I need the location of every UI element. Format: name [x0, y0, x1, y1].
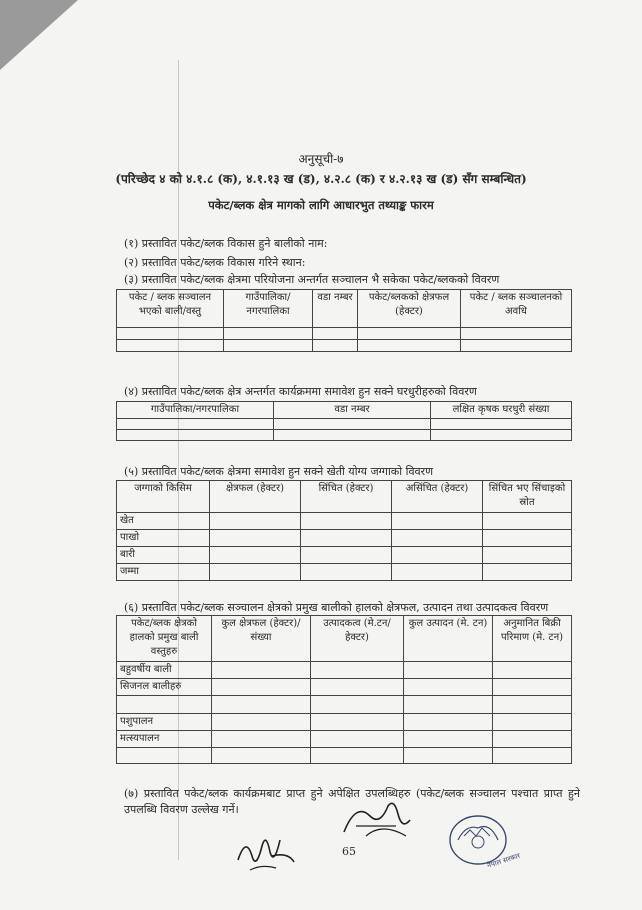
row-label: पशुपालन	[117, 714, 212, 731]
table-row	[117, 340, 572, 352]
row-label: मत्स्यपालन	[117, 731, 212, 748]
row-label: बारी	[117, 547, 210, 564]
table6-header: पकेट/ब्लक क्षेत्रको हालको प्रमुख बाली वस्तुहरु	[117, 616, 212, 662]
table-cultivable-land	[116, 480, 572, 581]
table-row	[117, 530, 572, 547]
row-label: जम्मा	[117, 564, 210, 581]
table4-header: वडा नम्बर	[274, 402, 431, 419]
table-operated-pockets	[116, 289, 572, 352]
row-label	[117, 696, 212, 714]
table-row	[117, 748, 572, 764]
handwritten-signature	[336, 796, 416, 842]
annex-reference: (परिच्छेद ४ को ४.१.८ (क), ४.१.१३ ख (ड), ४.२.८ (क) र ४.२.१३ ख (ड) सँग सम्बन्धित)	[115, 172, 527, 186]
table5-header: सिंचित (हेक्टर)	[301, 481, 392, 513]
table3-header: वडा नम्बर	[313, 290, 358, 328]
table3-header: पकेट / ब्लक सञ्चालन भएको बाली/वस्तु	[117, 290, 224, 328]
table-row	[117, 714, 572, 731]
table4-header: गाउँपालिका/नगरपालिका	[117, 402, 274, 419]
table-row	[117, 513, 572, 530]
question-4: (४) प्रस्तावित पकेट/ब्लक क्षेत्र अन्तर्गत कार्यक्रममा समावेश हुन सक्ने घरधुरीहरुको विवरण	[124, 385, 477, 398]
table6-header: कुल क्षेत्रफल (हेक्टर)/संख्या	[212, 616, 311, 662]
table5-header: असिंचित (हेक्टर)	[392, 481, 483, 513]
page-number: 65	[342, 845, 356, 858]
table5-header: क्षेत्रफल (हेक्टर)	[210, 481, 301, 513]
table-row	[117, 679, 572, 696]
table-row	[117, 430, 572, 441]
row-label	[117, 748, 212, 764]
question-2: (२) प्रस्तावित पकेट/ब्लक विकास गरिने स्थान:	[124, 256, 306, 269]
row-label: सिजनल बालीहरु	[117, 679, 212, 696]
question-5: (५) प्रस्तावित पकेट/ब्लक क्षेत्रमा समावेश हुन सक्ने खेती योग्य जग्गाको विवरण	[124, 465, 434, 478]
question-3: (३) प्रस्तावित पकेट/ब्लक क्षेत्रमा परियोजना अन्तर्गत सञ्चालन भै सकेका पकेट/ब्लकको विवरण	[124, 273, 500, 286]
form-title: पकेट/ब्लक क्षेत्र मागको लागि आधारभुत तथ्याङ्क फारम	[208, 198, 434, 212]
table-row	[117, 328, 572, 340]
row-label: खेत	[117, 513, 210, 530]
government-seal-stamp	[440, 806, 540, 878]
table4-header: लक्षित कृषक घरधुरी संख्या	[431, 402, 572, 419]
seal-text: नेपाल सरकार	[486, 851, 522, 870]
table-households	[116, 401, 572, 441]
table-row	[117, 547, 572, 564]
annex-heading: अनुसूची-७	[298, 152, 344, 166]
question-6: (६) प्रस्तावित पकेट/ब्लक सञ्चालन क्षेत्रको प्रमुख बालीको हालको क्षेत्रफल, उत्पादन तथा उत्पादकत्व विवरण	[124, 601, 549, 614]
question-7: (७) प्रस्तावित पकेट/ब्लक कार्यक्रमबाट प्राप्त हुने अपेक्षित उपलब्धिहरु (पकेट/ब्लक सञ्चालन पश्चात प्राप्त हुने उपलब्धि विवरण उल्लेख गर्ने।	[124, 787, 580, 816]
table5-header: जग्गाको किसिम	[117, 481, 210, 513]
table3-header: पकेट/ब्लकको क्षेत्रफल (हेक्टर)	[358, 290, 461, 328]
table6-header: अनुमानित बिक्री परिमाण (मे. टन)	[493, 616, 572, 662]
handwritten-signature	[232, 826, 302, 876]
table3-header: गाउँपालिका/ नगरपालिका	[224, 290, 313, 328]
table-row	[117, 419, 572, 430]
table-row	[117, 662, 572, 679]
table6-header: उत्पादकत्व (मे.टन/हेक्टर)	[311, 616, 404, 662]
table3-header: पकेट / ब्लक सञ्चालनको अवधि	[461, 290, 572, 328]
table-row	[117, 731, 572, 748]
table5-header: सिंचित भए सिंचाइको स्रोत	[483, 481, 572, 513]
table-row	[117, 696, 572, 714]
question-1: (१) प्रस्तावित पकेट/ब्लक विकास हुने बालीको नाम:	[124, 237, 328, 250]
row-label: पाखो	[117, 530, 210, 547]
table-major-crops	[116, 615, 572, 764]
row-label: बहुवर्षीय बाली	[117, 662, 212, 679]
table6-header: कुल उत्पादन (मे. टन)	[404, 616, 493, 662]
table-row	[117, 564, 572, 581]
